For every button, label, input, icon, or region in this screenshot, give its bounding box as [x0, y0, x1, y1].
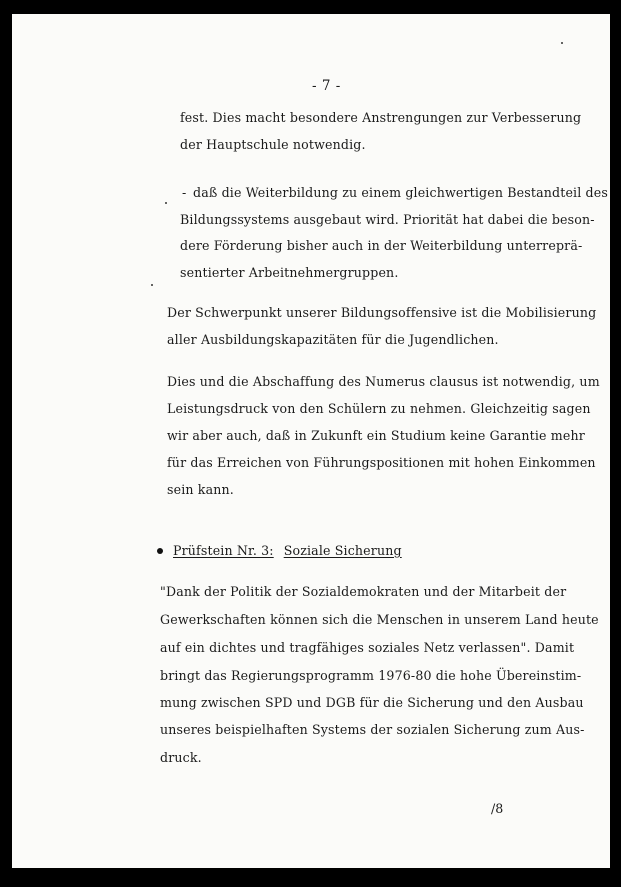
text-line: wir aber auch, daß in Zukunft ein Studium keine Garantie mehr — [167, 428, 585, 443]
document-page — [12, 14, 610, 868]
continuation-marker: /8 — [491, 801, 504, 816]
text-line: für das Erreichen von Führungspositionen mit hohen Einkommen — [167, 455, 596, 470]
bullet-icon — [157, 548, 163, 554]
text-line: fest. Dies macht besondere Anstrengungen zur Verbesserung — [180, 110, 582, 125]
text-line: aller Ausbildungskapazitäten für die Jugendlichen. — [167, 332, 499, 347]
text-line: bringt das Regierungsprogramm 1976-80 die hohe Übereinstim- — [160, 668, 582, 683]
text-line: Dies und die Abschaffung des Numerus clausus ist notwendig, um — [167, 374, 600, 389]
section-heading — [173, 543, 402, 558]
text-line: sein kann. — [167, 482, 234, 497]
text-line: mung zwischen SPD und DGB für die Sicherung und den Ausbau — [160, 695, 584, 710]
heading-label: Prüfstein Nr. 3: — [173, 543, 274, 558]
text-line: Gewerkschaften können sich die Menschen in unserem Land heute — [160, 612, 599, 627]
scan-speck — [151, 284, 153, 286]
scan-speck — [165, 202, 167, 204]
scan-speck — [561, 42, 563, 44]
list-marker: - — [182, 185, 187, 200]
text-line: der Hauptschule notwendig. — [180, 137, 366, 152]
text-line: daß die Weiterbildung zu einem gleichwertigen Bestandteil des — [193, 185, 608, 200]
text-line: auf ein dichtes und tragfähiges soziales Netz verlassen". Damit — [160, 640, 575, 655]
text-line: Bildungssystems ausgebaut wird. Priorität hat dabei die beson- — [180, 212, 595, 227]
text-line: Leistungsdruck von den Schülern zu nehmen. Gleichzeitig sagen — [167, 401, 591, 416]
text-line: "Dank der Politik der Sozialdemokraten und der Mitarbeit der — [160, 584, 567, 599]
text-line: sentierter Arbeitnehmergruppen. — [180, 265, 399, 280]
text-line: Der Schwerpunkt unserer Bildungsoffensive ist die Mobilisierung — [167, 305, 597, 320]
text-line: unseres beispielhaften Systems der sozialen Sicherung zum Aus- — [160, 722, 585, 737]
page-number: - 7 - — [312, 78, 341, 94]
text-line: dere Förderung bisher auch in der Weiterbildung unterreprä- — [180, 238, 583, 253]
heading-title: Soziale Sicherung — [283, 543, 402, 558]
text-line: druck. — [160, 750, 202, 765]
